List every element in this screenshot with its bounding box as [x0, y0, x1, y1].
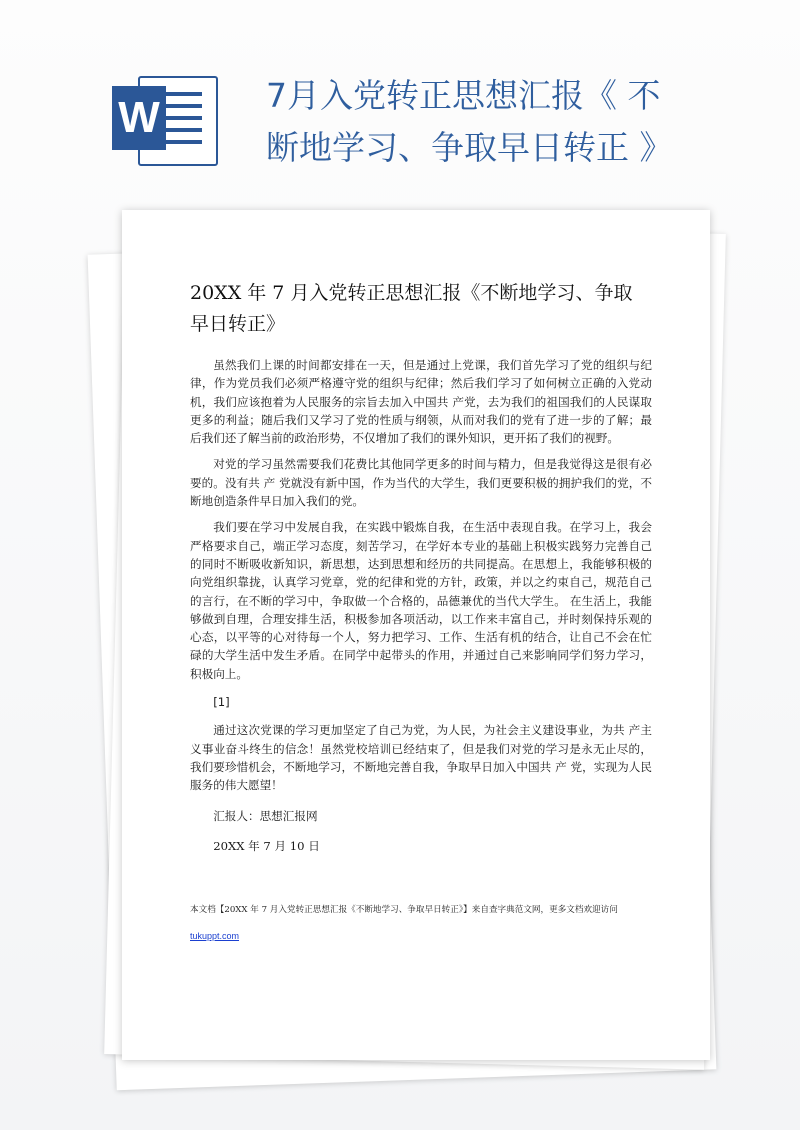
word-letter-badge: W [112, 86, 166, 150]
document-title: 20XX 年 7 月入党转正思想汇报《不断地学习、争取早日转正》 [190, 282, 633, 335]
footer-source-note: 本文档【20XX 年 7 月入党转正思想汇报《不断地学习、争取早日转正》】来自查字典范文网，更多文档欢迎访问 [190, 905, 618, 915]
word-document-icon [112, 70, 224, 170]
reporter-line: 汇报人：思想汇报网 [213, 808, 318, 823]
body-paragraph: 对党的学习虽然需要我们花费比其他同学更多的时间与精力，但是我觉得这是很有必要的。没有共 产 党就没有新中国，作为当代的大学生，我们更要积极的拥护我们的党，不断地创造条件早日加入我们的党。 [190, 457, 652, 509]
report-date: 20XX 年 7 月 10 日 [213, 838, 320, 853]
document-page [122, 210, 710, 1060]
body-paragraph: 虽然我们上课的时间都安排在一天，但是通过上党课，我们首先学习了党的组织与纪律，作为党员我们必须严格遵守党的组织与纪律；然后我们学习了如何树立正确的入党动机，我们应该抱着为人民服务的宗旨去加入中国共 产党，去为我们的祖国我们的人民谋取更多的利益；随后我们又学习了党的性质与纲领，从而对我们的党有了进一步的了解；最后我们还了解当前的政治形势，不仅增加了我们的课外知识，更开拓了我们的视野。 [190, 358, 652, 446]
document-body [190, 356, 652, 867]
reference-marker: [1] [213, 695, 230, 710]
body-paragraph: 我们要在学习中发展自我，在实践中锻炼自我，在生活中表现自我。在学习上，我会严格要求自己，端正学习态度，刻苦学习，在学好本专业的基础上积极实践努力完善自己的同时不断吸收新知识，新思想，达到思想和经历的共同提高。在思想上，我能够积极的向党组织靠拢，认真学习党章，党的纪律和党的方针，政策，并以之约束自己，规范自己的言行，在不断的学习中，争取做一个合格的，品德兼优的当代大学生。 在生活上，我能够做到自理，合理安排生活，积极参加各项活动，以工作来丰富自己，并时刻保持乐观的心态，以平等的心对待每一个人，努力把学习、工作、生活有机的结合，让自己不会在忙碌的大学生活中发生矛盾。在同学中起带头的作用，并通过自己来影响同学们努力学习，积极向上。 [190, 520, 652, 681]
footer-source-link[interactable]: tukuppt.com [190, 931, 240, 941]
closing-paragraph: 通过这次党课的学习更加坚定了自己为党，为人民，为社会主义建设事业，为共 产主义事业奋斗终生的信念！虽然党校培训已经结束了，但是我们对党的学习是永无止尽的，我们要珍惜机会，不断地学习，不断地完善自我，争取早日加入中国共 产 党，实现为人民服务的伟大愿望！ [190, 723, 652, 793]
page-title: 7月入党转正思想汇报《 不断地学习、争取早日转正 》 [266, 76, 673, 167]
